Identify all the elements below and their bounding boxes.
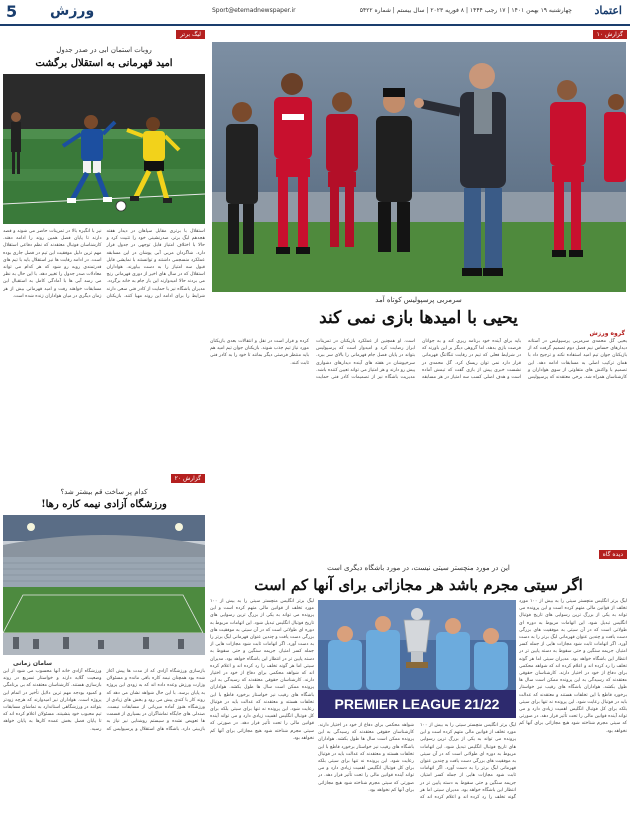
newspaper-logo: اعتماد (594, 4, 622, 17)
header-date: چهارشنبه ۱۹ بهمن ۱۴۰۱ | ۱۷ رجب ۱۴۴۴ | ۸ فوریه ۲۰۲۳ | سال بیستم | شماره ۵۴۲۲ (359, 7, 572, 14)
page-number: 5 (6, 2, 18, 21)
persepolis-coach-photo (212, 42, 626, 292)
esteghlal-vs-sepahan-photo (3, 74, 205, 224)
header-email[interactable]: Sport@etemadnewspaper.ir (212, 7, 296, 14)
section-label: گروه ورزش (589, 330, 625, 337)
left-column (3, 28, 205, 818)
story-kicker: کدام پر ساخت قم بیشتر شد؟ (60, 488, 148, 496)
story-headline: اگر سیتی مجرم باشد هر مجازاتی برای آنها کم است (254, 576, 583, 594)
story-byline: سامان زمانی (13, 660, 53, 667)
premier-league-banner-text: PREMIER LEAGUE 21/22 (334, 696, 500, 712)
story-kicker: روبات استمان ابی در صدر جدول (56, 46, 152, 54)
story-headline: امید قهرمانی به استقلال برگشت (35, 58, 173, 69)
trophy-celebration-illustration (318, 600, 516, 718)
story-body: استقلال با برتری مقابل سپاهان در دیدار هفته هجدهم لیگ برتر، صدرنشینی خود را تثبیت کرد و حالا با اختلاف امتیاز قابل توجهی در جدول قرار دارد. شاگردان مربی آبی پوشان در این مسابقه عملکرد منسجمی داشتند و توانستند با نمایشی قابل قبول سه امتیاز را به دست بیاورند. هواداران استقلال که در سال های اخیر از دوری قهرمانی رنج می بردند حالا امیدوارند این بار جام به خانه برگردد. مدیران باشگاه نیز با حمایت از کادر فنی سعی دارند شرایط را برای ادامه این روند مهیا کنند. بازیکنان نیز با انگیزه بالا در تمرینات حاضر می شوند و قصد دارند تا پایان فصل همین روند را ادامه دهند. کارشناسان فوتبال معتقدند که نظم دفاعی استقلال مهم ترین دلیل موفقیت این تیم در فصل جاری بوده است. در ادامه رقابت ها نیز استقلال باید با تیم های قدرتمندی روبه رو شود که هر کدام می تواند معادلات صدر جدول را تغییر دهد. با این حال به نظر می رسد آبی ها با آمادگی کامل به استقبال این مسابقات خواهند رفت و امید قهرمانی بیش از هر زمان دیگری در میان هواداران زنده شده است. (3, 229, 205, 299)
premier-league-trophy-photo (318, 600, 516, 718)
coach-and-players-illustration (212, 42, 626, 292)
page-header (0, 0, 630, 26)
header-info (212, 7, 572, 14)
story-body-bottom: لیگ برتر انگلیس منچستر سیتی را به بیش از ۱۰۰ مورد تخلف از قوانین مالی متهم کرده است و این پرونده می تواند به یکی از بزرگ ترین رسوایی های تاریخ فوتبال انگلیس تبدیل شود. این اتهامات مربوط به دوره ای طولانی است که در آن سیتی به موفقیت های بزرگی دست یافت و چندین عنوان قهرمانی لیگ برتر را به دست آورد. اگر اتهامات ثابت شود مجازات هایی از جمله کسر امتیاز، جریمه سنگین و حتی سقوط به دسته پایین تر در انتظار این باشگاه خواهد بود. مدیران سیتی اما هر گونه تخلف را رد کرده اند و اعلام کرده اند که شواهد محکمی برای دفاع از خود در اختیار دارند. کارشناسان حقوقی معتقدند که رسیدگی به این پرونده ممکن است سال ها طول بکشد. هواداران باشگاه های رقیب نیز خواستار برخورد قاطع با این تخلفات هستند و معتقدند که عدالت باید در فوتبال رعایت شود. این پرونده نه تنها برای سیتی بلکه برای کل فوتبال انگلیس اهمیت زیادی دارد و می تواند آینده قوانین مالی را تحت تأثیر قرار دهد. در صورتی که سیتی مجرم شناخته شود هیچ مجازاتی برای آنها کم نخواهد بود. (318, 723, 516, 801)
right-column (210, 28, 627, 818)
story-body: یحیی گل محمدی سرمربی پرسپولیس در آستانه دیدارهای حساس نیم فصل دوم تصمیم گرفت که از بازیکنان جوان تیم امید استفاده نکند و ترجیح داد با همان ترکیب اصلی به مسابقات ادامه دهد. این تصمیم با واکنش های متفاوتی از سوی هواداران و کارشناسان همراه شد. برخی معتقدند که پرسپولیس باید برای آینده خود برنامه ریزی کند و به جوانان فرصت بازی بدهد، اما گروهی دیگر بر این باورند که در شرایط فعلی که تیم در رقابت تنگاتنگ قهرمانی قرار دارد نمی توان ریسک کرد. گل محمدی در نشست خبری پیش از بازی گفت که تیمش آماده است و هدف اصلی کسب سه امتیاز در هر مسابقه است. او همچنین از عملکرد بازیکنان در تمرینات ابراز رضایت کرد و امیدوار است که پرسپولیس بتواند در پایان فصل جام قهرمانی را بالای سر ببرد. سرخپوشان در هفته های آینده دیدارهای دشواری پیش رو دارند و هر امتیاز می تواند تعیین کننده باشد. مدیریت باشگاه نیز از تصمیمات کادر فنی حمایت کرده و قرار است در نقل و انتقالات بعدی بازیکنان مورد نیاز تیم جذب شوند. بازیکنان جوان تیم امید هم باید منتظر فرصتی دیگر بمانند تا خود را به کادر فنی ثابت کنند. (210, 339, 627, 381)
stadium-illustration (3, 515, 205, 655)
section-title: ورزش (50, 3, 95, 19)
section-tag: دیده گاه (599, 550, 627, 559)
story-headline: یحیی با امیدها بازی نمی کند (319, 308, 518, 328)
azadi-stadium-photo (3, 515, 205, 655)
story-body-left: لیگ برتر انگلیس منچستر سیتی را به بیش از ۱۰۰ مورد تخلف از قوانین مالی متهم کرده است و این پرونده می تواند به یکی از بزرگ ترین رسوایی های تاریخ فوتبال انگلیس تبدیل شود. این اتهامات مربوط به دوره ای طولانی است که در آن سیتی به موفقیت های بزرگی دست یافت و چندین عنوان قهرمانی لیگ برتر را به دست آورد. اگر اتهامات ثابت شود مجازات هایی از جمله کسر امتیاز، جریمه سنگین و حتی سقوط به دسته پایین تر در انتظار این باشگاه خواهد بود. مدیران سیتی اما هر گونه تخلف را رد کرده اند و اعلام کرده اند که شواهد محکمی برای دفاع از خود در اختیار دارند. کارشناسان حقوقی معتقدند که رسیدگی به این پرونده ممکن است سال ها طول بکشد. هواداران باشگاه های رقیب نیز خواستار برخورد قاطع با این تخلفات هستند و معتقدند که عدالت باید در فوتبال رعایت شود. این پرونده نه تنها برای سیتی بلکه برای کل فوتبال انگلیس اهمیت زیادی دارد و می تواند آینده قوانین مالی را تحت تأثیر قرار دهد. در صورتی که سیتی مجرم شناخته شود هیچ مجازاتی برای آنها کم نخواهد بود. (210, 599, 314, 741)
story-headline: ورزشگاه آزادی نیمه کاره رها! (41, 499, 167, 510)
section-tag: لیگ برتر (176, 30, 205, 39)
section-tag: گزارش ۲۰ (171, 474, 205, 483)
story-body: بازسازی ورزشگاه آزادی که از مدت ها پیش آغاز شده بود همچنان نیمه کاره باقی مانده و مسئولان وزارت ورزش وعده داده اند که به زودی این پروژه به پایان برسد. با این حال شواهد نشان می دهد که روند کار با کندی پیش می رود و بخش های زیادی از ورزشگاه هنوز آماده میزبانی از مسابقات نیست. صندلی های جایگاه تماشاگران در بسیاری از قسمت ها تعویض نشده و سیستم روشنایی نیز نیاز به بازبینی دارد. باشگاه های استقلال و پرسپولیس که ورزشگاه آزادی خانه آنها محسوب می شود از این وضعیت گلایه دارند و خواستار تسریع در روند بازسازی هستند. کارشناسان معتقدند که بی برنامگی و کمبود بودجه مهم ترین دلایل تأخیر در اتمام این پروژه است. هواداران نیز امیدوارند که هرچه زودتر بتوانند در ورزشگاهی استاندارد به تماشای مسابقات تیم محبوب خود بنشینند. مسئولان اعلام کرده اند که تا پایان فصل بخش عمده کارها به پایان خواهد رسید. (3, 669, 205, 732)
football-match-illustration (3, 74, 205, 224)
section-tag: گزارش ۱۰ (593, 30, 627, 39)
story-kicker: این در مورد منچستر سیتی نیست، در مورد باشگاه دیگری است (327, 564, 510, 572)
story-kicker: سرمربی پرسپولیس کوتاه آمد (375, 296, 462, 304)
story-body-right: لیگ برتر انگلیس منچستر سیتی را به بیش از ۱۰۰ مورد تخلف از قوانین مالی متهم کرده است و این پرونده می تواند به یکی از بزرگ ترین رسوایی های تاریخ فوتبال انگلیس تبدیل شود. این اتهامات مربوط به دوره ای طولانی است که در آن سیتی به موفقیت های بزرگی دست یافت و چندین عنوان قهرمانی لیگ برتر را به دست آورد. اگر اتهامات ثابت شود مجازات هایی از جمله کسر امتیاز، جریمه سنگین و حتی سقوط به دسته پایین تر در انتظار این باشگاه خواهد بود. مدیران سیتی اما هر گونه تخلف را رد کرده اند و اعلام کرده اند که شواهد محکمی برای دفاع از خود در اختیار دارند. کارشناسان حقوقی معتقدند که رسیدگی به این پرونده ممکن است سال ها طول بکشد. هواداران باشگاه های رقیب نیز خواستار برخورد قاطع با این تخلفات هستند و معتقدند که عدالت باید در فوتبال رعایت شود. این پرونده نه تنها برای سیتی بلکه برای کل فوتبال انگلیس اهمیت زیادی دارد و می تواند آینده قوانین مالی را تحت تأثیر قرار دهد. در صورتی که سیتی مجرم شناخته شود هیچ مجازاتی برای آنها کم نخواهد بود. (519, 599, 627, 734)
